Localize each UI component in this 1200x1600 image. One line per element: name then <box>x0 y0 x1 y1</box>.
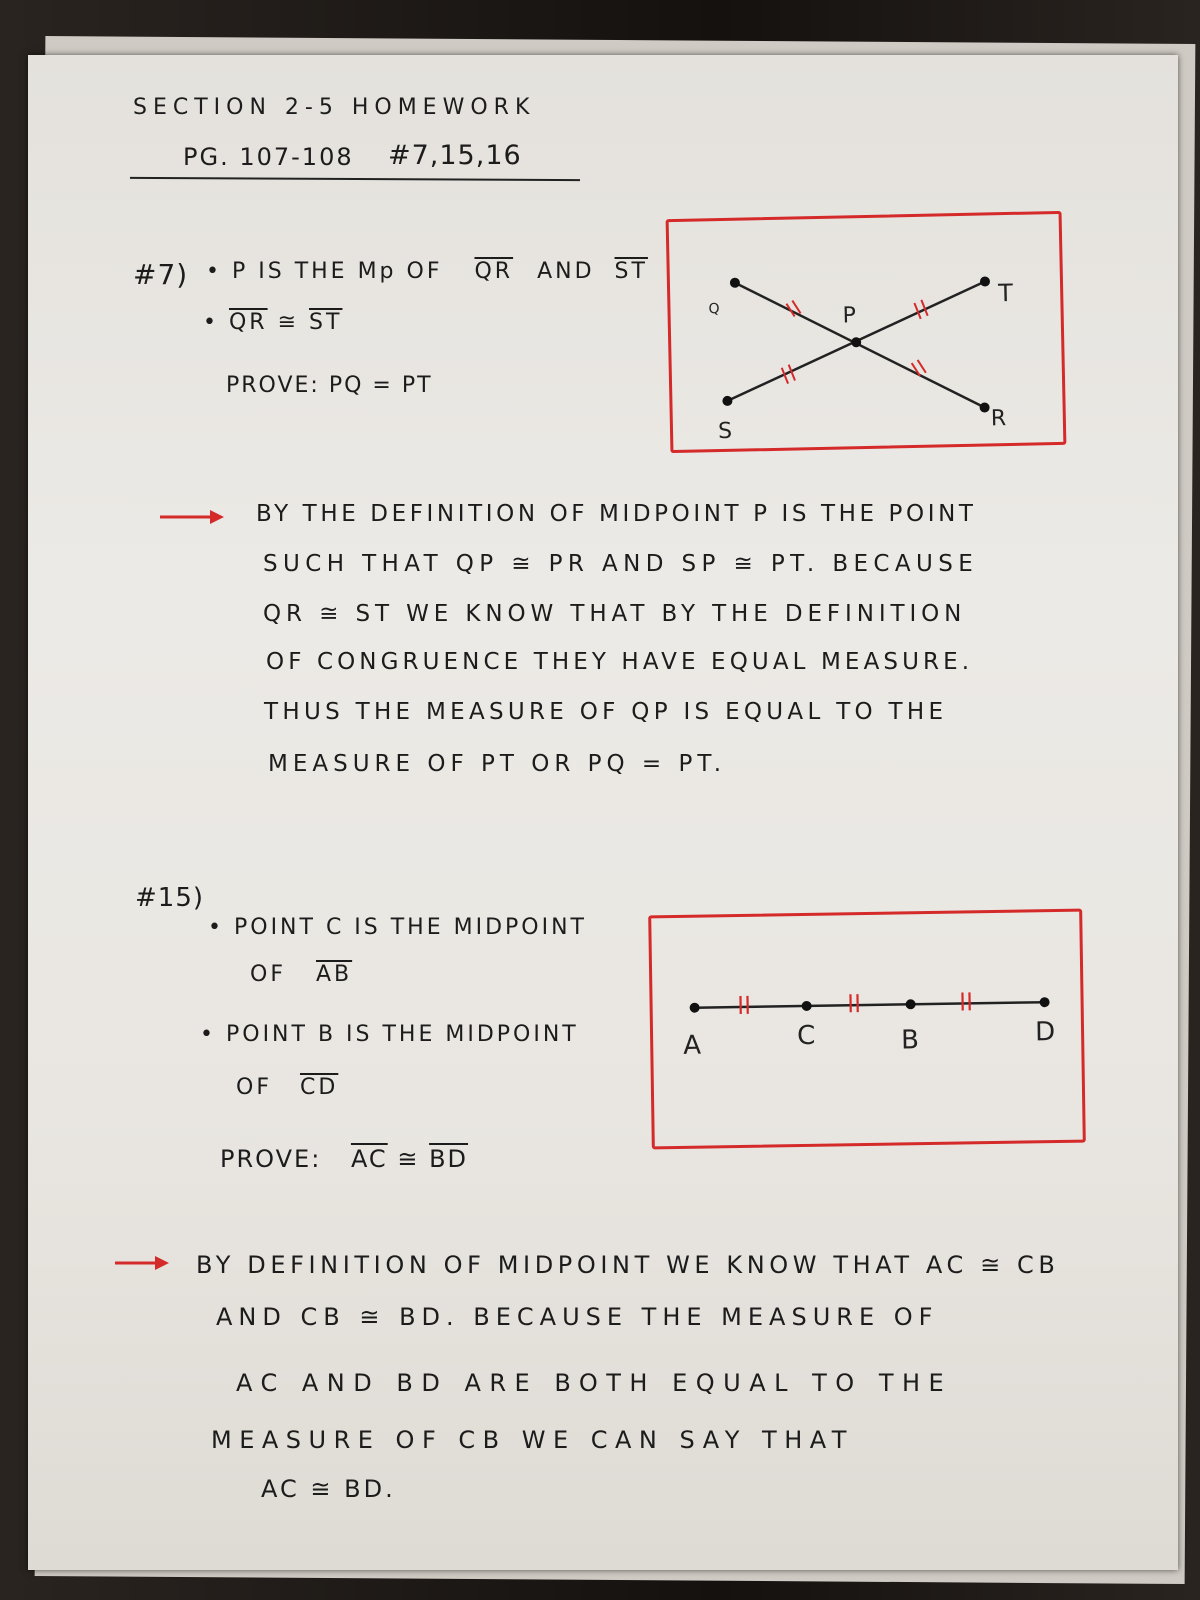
bullet: • <box>203 310 229 335</box>
point-c <box>802 1001 812 1011</box>
label-b: B <box>900 1025 920 1056</box>
label-q: Q <box>708 301 720 318</box>
prove-label: PROVE: <box>220 1145 322 1173</box>
header-underline <box>130 177 580 181</box>
of-text: OF <box>236 1075 272 1100</box>
given-1-text: POINT C IS THE MIDPOINT <box>233 915 587 940</box>
problem-7-proof-line-5: THUS THE MEASURE OF QP IS EQUAL TO THE <box>264 699 948 725</box>
header-problems: #7,15,16 <box>388 140 522 171</box>
given-1-and: AND <box>537 259 595 284</box>
bullet: • <box>208 915 234 940</box>
problem-7-proof-line-4: OF CONGRUENCE THEY HAVE EQUAL MEASURE. <box>266 649 974 675</box>
segment-qr: $\overline{QR}$ <box>474 259 514 284</box>
problem-15-given-1 <box>208 915 587 940</box>
congruent-symbol: ≅ <box>277 310 300 335</box>
point-b <box>906 999 916 1009</box>
problem-15-diagram-box <box>648 909 1086 1150</box>
problem-15-proof-line-4: MEASURE OF CB WE CAN SAY THAT <box>211 1426 854 1454</box>
label-p: P <box>842 303 857 329</box>
problem-7-number: #7) <box>133 258 189 291</box>
point-s <box>722 396 732 406</box>
label-a: A <box>683 1030 702 1061</box>
number-line-diagram <box>651 912 1083 1147</box>
problem-15-given-2 <box>200 1022 579 1047</box>
segment-ac: $\overline{AC}$ <box>350 1145 388 1173</box>
problem-15-proof-line-2: AND CB ≅ BD. BECAUSE THE MEASURE OF <box>216 1303 939 1331</box>
problem-7-proof-line-3: QR ≅ ST WE KNOW THAT BY THE DEFINITION <box>263 601 967 627</box>
point-a <box>690 1003 700 1013</box>
problem-15-given-1-line-2 <box>250 962 352 987</box>
problem-7-given-2 <box>203 310 342 335</box>
segment-ab: $\overline{AB}$ <box>315 962 353 987</box>
label-s: S <box>717 418 733 445</box>
point-t <box>980 276 990 286</box>
segment-st: $\overline{ST}$ <box>309 310 343 335</box>
problem-7-proof-line-2: SUCH THAT QP ≅ PR AND SP ≅ PT. BECAUSE <box>263 551 979 577</box>
problem-15-number: #15) <box>135 883 205 913</box>
congruent-symbol: ≅ <box>397 1145 420 1173</box>
segment-cd: $\overline{CD}$ <box>299 1075 339 1100</box>
red-arrow-icon <box>113 1253 173 1273</box>
red-arrow-icon <box>158 507 228 527</box>
of-text: OF <box>250 962 286 987</box>
problem-15-given-2-line-2 <box>236 1075 338 1100</box>
problem-7-proof-line-6: MEASURE OF PT OR PQ = PT. <box>268 751 727 777</box>
segment-bd: $\overline{BD}$ <box>429 1145 469 1173</box>
segment-st: $\overline{ST}$ <box>614 259 648 284</box>
bullet: • <box>206 259 232 284</box>
problem-15-proof-line-5: AC ≅ BD. <box>261 1475 396 1503</box>
problem-7-proof-line-1: BY THE DEFINITION OF MIDPOINT P IS THE POINT <box>256 501 977 527</box>
header-pages: PG. 107-108 <box>183 143 354 171</box>
intersecting-segments-diagram <box>669 214 1064 450</box>
problem-7-given-1 <box>206 259 648 284</box>
point-r <box>980 402 990 412</box>
segment-qr: $\overline{QR}$ <box>228 310 268 335</box>
label-d: D <box>1034 1017 1056 1048</box>
point-q <box>730 278 740 288</box>
label-r: R <box>990 406 1007 432</box>
problem-15-proof-line-3: AC AND BD ARE BOTH EQUAL TO THE <box>236 1369 953 1397</box>
header-title: SECTION 2-5 HOMEWORK <box>133 95 536 120</box>
homework-page <box>28 55 1178 1570</box>
problem-15-proof-line-1: BY DEFINITION OF MIDPOINT WE KNOW THAT AC ≅ CB <box>196 1251 1060 1279</box>
label-c: C <box>796 1020 816 1052</box>
problem-7-diagram-box <box>666 211 1067 453</box>
problem-7-prove: PROVE: PQ = PT <box>226 373 433 398</box>
bullet: • <box>200 1022 226 1047</box>
given-1-text: P IS THE Mp OF <box>231 259 443 284</box>
problem-15-prove <box>220 1145 468 1173</box>
point-d <box>1040 997 1050 1007</box>
given-2-text: POINT B IS THE MIDPOINT <box>225 1022 579 1047</box>
label-t: T <box>997 278 1014 308</box>
